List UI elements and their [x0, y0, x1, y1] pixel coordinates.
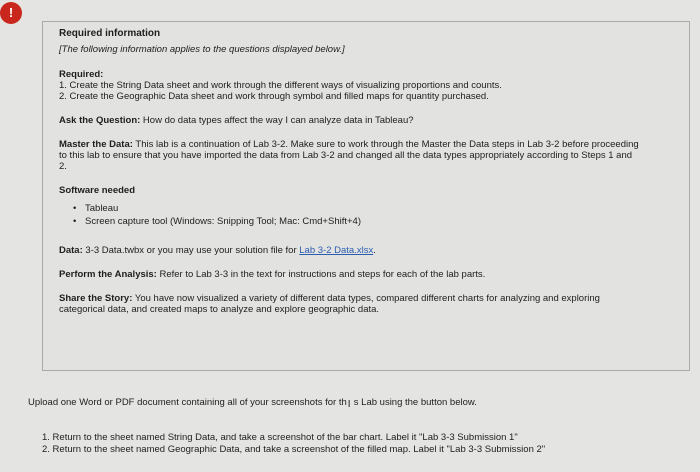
lab-data-link[interactable]: Lab 3-2 Data.xlsx [299, 245, 374, 256]
perform-text: Refer to Lab 3-3 in the text for instructions and steps for each of the lab parts. [156, 269, 486, 280]
ask-text: How do data types affect the way I can analyze data in Tableau? [140, 115, 414, 126]
master-data [59, 139, 639, 172]
data-end: . [373, 245, 376, 256]
ask-question [59, 115, 639, 126]
upload-text-after: s Lab using the button below. [353, 397, 477, 408]
required-label: Required: [59, 69, 104, 80]
required-item-1: 1. Create the String Data sheet and work through the different ways of visualizing proportions and counts. [59, 80, 502, 91]
info-note: [The following information applies to the questions displayed below.] [59, 44, 345, 55]
required-section [59, 69, 639, 102]
required-item-2: 2. Create the Geographic Data sheet and work through symbol and filled maps for quantity purchased. [59, 91, 489, 102]
perform-label: Perform the Analysis: [59, 269, 157, 280]
data-text: 3-3 Data.twbx or you may use your solution file for [82, 245, 300, 256]
software-list [73, 203, 639, 227]
software-item: • Screen capture tool (Windows: Snipping Tool; Mac: Cmd+Shift+4) [73, 216, 639, 227]
text-cursor-icon: Ι [347, 399, 351, 410]
share-text: You have now visualized a variety of different data types, compared different charts for analyzing and exploring categorical data, and created maps to analyze and explore geographic data. [59, 293, 600, 315]
share-story [59, 293, 639, 315]
master-text: This lab is a continuation of Lab 3-2. Make sure to work through the Master the Data steps in Lab 3-2 before proceeding to this lab to ensure that you have imported the data from Lab 3-2 and changed all the data types appropriately according to Steps 1 and 2. [59, 139, 639, 172]
upload-instruction [28, 397, 477, 410]
master-label: Master the Data: [59, 139, 133, 150]
data-line [59, 245, 639, 256]
step-1: 1. Return to the sheet named String Data, and take a screenshot of the bar chart. Label it "Lab 3-3 Submission 1" [42, 432, 518, 443]
ask-label: Ask the Question: [59, 115, 141, 126]
alert-icon: ! [0, 2, 22, 24]
software-item: • Tableau [73, 203, 639, 214]
submission-steps [42, 432, 545, 456]
upload-text-before: Upload one Word or PDF document containing all of your screenshots for th [28, 397, 347, 408]
step-2: 2. Return to the sheet named Geographic Data, and take a screenshot of the filled map. Label it "Lab 3-3 Submission 2" [42, 444, 546, 455]
data-label: Data: [59, 245, 83, 256]
software-label: Software needed [59, 185, 136, 196]
perform-analysis [59, 269, 639, 280]
panel-title: Required information [59, 28, 161, 39]
share-label: Share the Story: [59, 293, 133, 304]
required-information-content [59, 28, 639, 324]
